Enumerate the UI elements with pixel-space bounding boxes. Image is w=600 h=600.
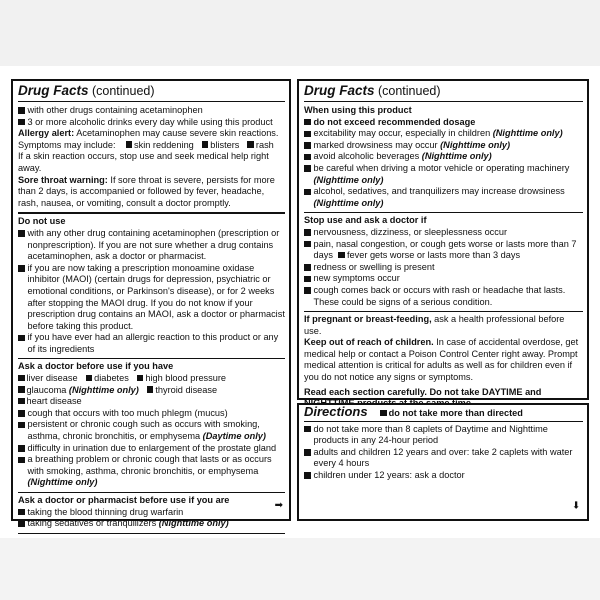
warnings-section <box>18 103 285 214</box>
section-heading: Stop use and ask a doctor if <box>304 215 427 226</box>
bullet-icon <box>18 375 25 382</box>
list-item: do not exceed recommended dosage <box>304 117 583 129</box>
list-item: taking the blood thinning drug warfarin <box>18 507 285 519</box>
list-item: alcohol, sedatives, and tranquilizers may increase drowsiness (Nighttime only) <box>304 186 583 209</box>
bullet-icon <box>18 265 25 272</box>
bullet-icon <box>304 165 311 172</box>
allergy-alert: Allergy alert: Acetaminophen may cause severe skin reactions. <box>18 128 279 139</box>
symptoms-line: Symptoms may include: skin reddening blisters rash <box>18 139 274 150</box>
bullet-icon <box>18 422 25 429</box>
bullet-icon <box>304 119 311 126</box>
ask-doctor-section <box>18 359 285 493</box>
when-using-section <box>304 103 583 213</box>
bullet-icon <box>18 398 25 405</box>
stop-use-section <box>304 213 583 312</box>
bullet-icon <box>380 410 387 417</box>
list-item: redness or swelling is present <box>304 262 583 274</box>
bullet-icon <box>304 287 311 294</box>
list-item: with other drugs containing acetaminophen <box>18 105 285 117</box>
drug-facts-left-panel <box>11 79 291 529</box>
bullet-icon <box>137 375 144 382</box>
directions-header: Directions do not take more than directed <box>304 406 583 422</box>
background-top <box>0 0 600 66</box>
bullet-icon <box>18 445 25 452</box>
sore-throat-warning: Sore throat warning: If sore throat is severe, persists for more than 2 days, is accompanied or followed by fever, headache, rash, nausea, or vomiting, consult a doctor promptly. <box>18 174 275 208</box>
list-item: with any other drug containing acetaminophen (prescription or nonprescription). If you are not sure whether a drug contains acetaminophen, ask a doctor or pharmacist. <box>18 228 285 263</box>
bullet-icon <box>304 154 311 161</box>
bullet-icon <box>202 141 209 148</box>
bullet-icon <box>304 449 311 456</box>
keep-out-of-reach: Keep out of reach of children. In case of accidental overdose, get medical help or contact a Poison Control Center right away. Prompt medical attention is critical for adults as well as for children even if you do not notice any signs or symptoms. <box>304 337 579 383</box>
drug-facts-title: Drug Facts (continued) <box>304 83 583 102</box>
bullet-icon <box>126 141 133 148</box>
list-item: marked drowsiness may occur (Nighttime only) <box>304 140 583 152</box>
bullet-icon <box>18 119 25 126</box>
bullet-icon <box>18 521 25 528</box>
bullet-icon <box>304 189 311 196</box>
list-item: cough comes back or occurs with rash or headache that lasts. These could be signs of a serious condition. <box>304 285 583 308</box>
list-item: difficulty in urination due to enlargement of the prostate gland <box>18 443 285 455</box>
bullet-icon <box>18 386 25 393</box>
bullet-icon <box>304 131 311 138</box>
bullet-icon <box>304 426 311 433</box>
background-bottom <box>0 538 600 600</box>
skin-reaction-text: If a skin reaction occurs, stop use and seek medical help right away. <box>18 151 269 173</box>
list-item: adults and children 12 years and over: take 2 caplets with water every 4 hours <box>304 447 583 470</box>
list-item: cough that occurs with too much phlegm (mucus) <box>18 408 285 420</box>
section-heading: Ask a doctor or pharmacist before use if you are <box>18 495 230 505</box>
do-not-use-section <box>18 214 285 359</box>
list-item: do not take more than 8 caplets of Daytime and Nighttime products in any 24-hour period <box>304 424 583 447</box>
list-item: nervousness, dizziness, or sleeplessness occur <box>304 227 583 239</box>
list-item: avoid alcoholic beverages (Nighttime only) <box>304 151 583 163</box>
bullet-icon <box>338 252 345 259</box>
list-item: 3 or more alcoholic drinks every day while using this product <box>18 117 285 129</box>
conditions-row-2: glaucoma (Nighttime only) thyroid diseaseheart disease <box>18 385 285 408</box>
bullet-icon <box>247 141 254 148</box>
list-item: be careful when driving a motor vehicle or operating machinery (Nighttime only) <box>304 163 583 186</box>
pregnancy-children-section <box>304 312 583 413</box>
pregnancy-warning: If pregnant or breast-feeding, ask a health professional before use. <box>304 314 565 336</box>
directions-panel <box>297 403 589 521</box>
bullet-icon <box>18 335 25 342</box>
bullet-icon <box>147 386 154 393</box>
bullet-icon <box>304 276 311 283</box>
bullet-icon <box>18 107 25 114</box>
section-heading: When using this product <box>304 105 412 115</box>
section-heading: Ask a doctor before use if you have <box>18 361 174 372</box>
list-item: excitability may occur, especially in children (Nighttime only) <box>304 128 583 140</box>
read-carefully-note: Read each section carefully. Do not take DAYTIME and <box>304 386 542 397</box>
bullet-icon <box>304 229 311 236</box>
section-heading: Do not use <box>18 216 66 227</box>
ask-pharmacist-section <box>18 493 285 534</box>
drug-facts-right-panel <box>297 79 589 400</box>
bullet-icon <box>304 264 311 271</box>
list-item: pain, nasal congestion, or cough gets worse or lasts more than 7 days fever gets worse or lasts more than 3 days <box>304 239 583 262</box>
bullet-icon <box>86 375 93 382</box>
list-item: if you have ever had an allergic reaction to this product or any of its ingredients <box>18 332 285 355</box>
drug-facts-title: Drug Facts (continued) <box>18 83 285 102</box>
bullet-icon <box>18 230 25 237</box>
list-item: taking sedatives or tranquilizers (Nighttime only) <box>18 518 285 530</box>
bullet-icon <box>18 410 25 417</box>
bullet-icon <box>304 241 311 248</box>
arrow-right-icon: ➡ <box>274 500 283 511</box>
directions-title: Directions <box>304 404 368 419</box>
bullet-icon <box>18 457 25 464</box>
bullet-icon <box>304 472 311 479</box>
bullet-icon <box>18 509 25 516</box>
list-item: new symptoms occur <box>304 273 583 285</box>
bullet-icon <box>304 142 311 149</box>
list-item: persistent or chronic cough such as occurs with smoking, asthma, chronic bronchitis, or emphysema (Daytime only) <box>18 419 285 442</box>
conditions-row-1: liver disease diabetes high blood pressure <box>18 373 285 385</box>
list-item: children under 12 years: ask a doctor <box>304 470 583 482</box>
list-item: if you are now taking a prescription monoamine oxidase inhibitor (MAOI) (certain drugs for depression, psychiatric or emotional conditions, or Parkinson's disease), or for 2 weeks after stopping the MAOI drug. If you do not know if your prescription drug contains an MAOI, ask a doctor or pharmacist before taking this product. <box>18 263 285 333</box>
arrow-down-icon: ➡ <box>569 500 581 510</box>
list-item: a breathing problem or chronic cough that lasts or as occurs with smoking, asthma, chronic bronchitis, or emphysema (Nighttime only) <box>18 454 285 489</box>
